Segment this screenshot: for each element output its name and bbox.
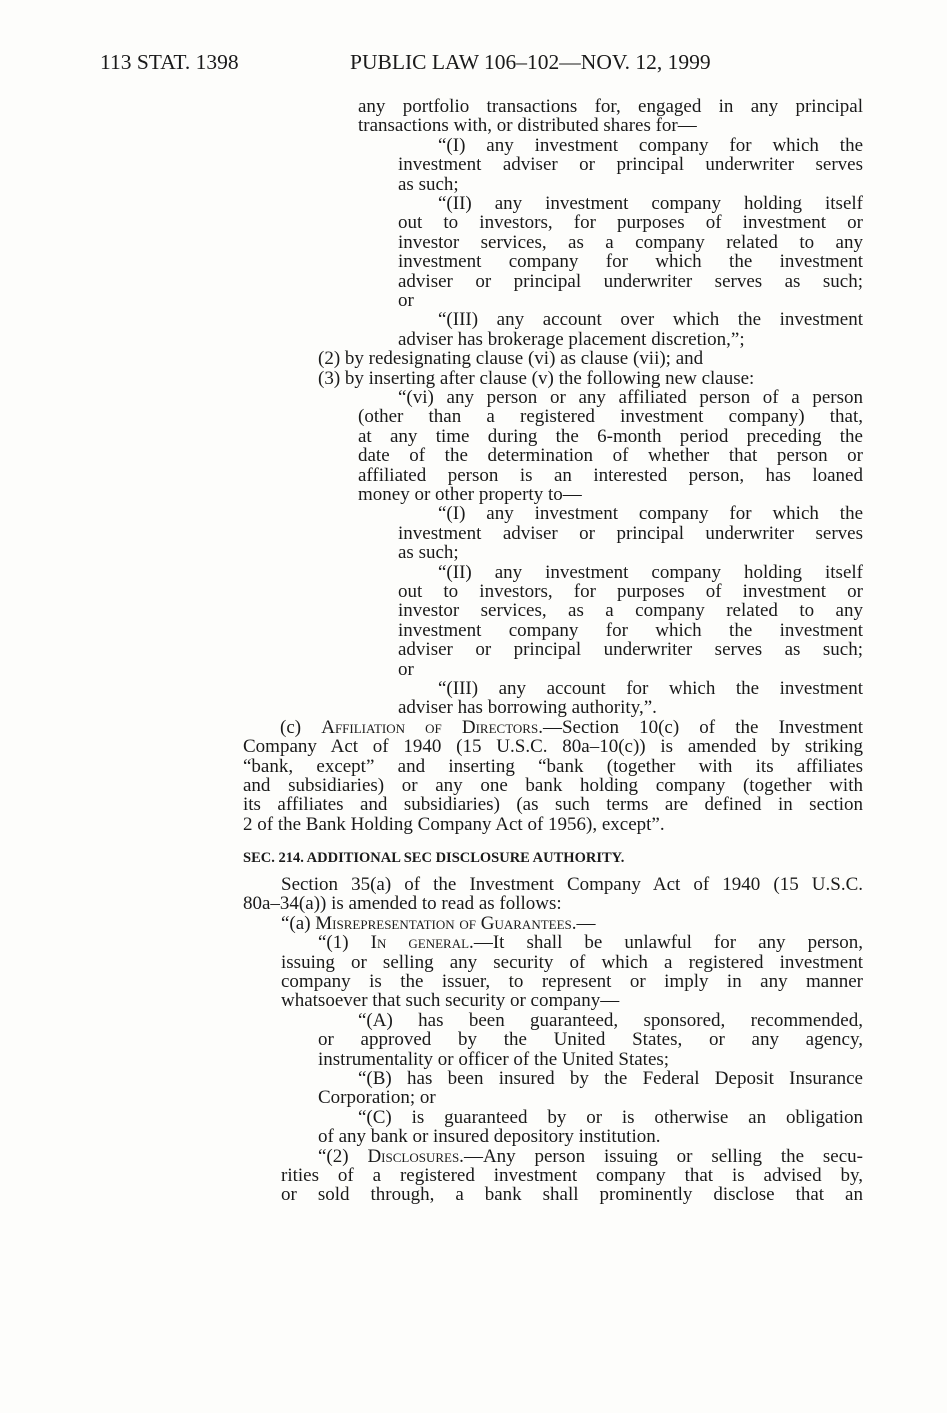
- text-line: “bank, except” and inserting “bank (together with its affiliates: [243, 755, 863, 777]
- text-line: adviser or principal underwriter serves as such;: [398, 270, 863, 292]
- small-caps-heading: Affiliation of Directors.: [321, 716, 543, 738]
- text-line: rities of a registered investment company that is advised by,: [281, 1165, 863, 1186]
- small-caps-heading: In general.: [370, 932, 474, 954]
- text-line: adviser has brokerage placement discretion,”;: [398, 328, 745, 350]
- text-line: Section 35(a) of the Investment Company Act of 1940 (15 U.S.C.: [281, 874, 863, 895]
- text-line: and subsidiaries) or any one bank holding company (together with: [243, 775, 863, 796]
- text-line: “(A) has been guaranteed, sponsored, recommended,: [358, 1009, 863, 1031]
- statute-page-number: 113 STAT. 1398: [100, 50, 239, 74]
- text-line: Company Act of 1940 (15 U.S.C. 80a–10(c)) is amended by striking: [243, 736, 863, 758]
- text-line: investor services, as a company related to any: [398, 600, 863, 622]
- text-line: its affiliates and subsidiaries) (as such terms are defined in section: [243, 794, 863, 816]
- text-line: any portfolio transactions for, engaged in any principal: [358, 96, 863, 117]
- text-line: affiliated person is an interested person, has loaned: [358, 464, 863, 486]
- text-line: as such;: [398, 542, 459, 564]
- text-line: [318, 933, 863, 953]
- public-law-title: PUBLIC LAW 106–102—NOV. 12, 1999: [350, 50, 711, 74]
- text-line: “(III) any account for which the investment: [438, 678, 863, 699]
- text-line: or sold through, a bank shall prominently disclose that an: [281, 1184, 863, 1206]
- text-line: “(III) any account over which the investment: [438, 309, 863, 331]
- text-line: [318, 1147, 863, 1167]
- text-line: “(vi) any person or any affiliated person of a person: [398, 387, 863, 408]
- text-line: at any time during the 6-month period preceding the: [358, 425, 863, 447]
- text-line: 80a–34(a)) is amended to read as follows:: [243, 893, 562, 915]
- text-span: —Any person issuing or selling the secu-: [463, 1145, 863, 1167]
- text-line: out to investors, for purposes of investment or: [398, 581, 863, 602]
- text-line: “(II) any investment company holding itself: [438, 193, 863, 214]
- text-line: investor services, as a company related to any: [398, 231, 863, 253]
- text-span: —It shall be unlawful for any person,: [473, 932, 864, 954]
- text-line: [281, 914, 863, 934]
- text-line: adviser has borrowing authority,”.: [398, 697, 657, 719]
- text-line: investment adviser or principal underwriter serves: [398, 522, 863, 544]
- text-line: date of the determination of whether that person or: [358, 445, 863, 467]
- text-span: (c): [280, 716, 322, 738]
- text-line: (other than a registered investment company) that,: [358, 406, 863, 428]
- text-line: investment adviser or principal underwriter serves: [398, 154, 863, 176]
- text-span: “(1): [318, 932, 371, 954]
- text-line: 2 of the Bank Holding Company Act of 1956), except”.: [243, 813, 665, 835]
- text-line: “(B) has been insured by the Federal Deposit Insurance: [358, 1068, 863, 1089]
- text-line: “(C) is guaranteed by or is otherwise an obligation: [358, 1106, 863, 1128]
- text-span: —: [576, 912, 596, 934]
- text-line: instrumentality or officer of the United States;: [318, 1048, 670, 1070]
- text-span: —Section 10(c) of the Investment: [542, 716, 863, 738]
- text-line: “(I) any investment company for which the: [438, 503, 863, 525]
- small-caps-heading: Misrepresentation of Guarantees.: [315, 912, 577, 934]
- section-heading: SEC. 214. ADDITIONAL SEC DISCLOSURE AUTHORITY.: [243, 850, 625, 866]
- text-line: of any bank or insured depository institution.: [318, 1126, 661, 1148]
- running-header: [100, 50, 860, 78]
- text-line: adviser or principal underwriter serves as such;: [398, 639, 863, 661]
- text-line: as such;: [398, 173, 459, 195]
- text-line: or: [398, 658, 414, 680]
- text-span: “(2): [318, 1145, 368, 1167]
- text-line: whatsoever that such security or company—: [281, 990, 620, 1012]
- text-line: (2) by redesignating clause (vi) as clause (vii); and: [318, 348, 704, 370]
- text-line: or approved by the United States, or any agency,: [318, 1029, 863, 1051]
- text-line: investment company for which the investment: [398, 251, 863, 273]
- text-span: “(a): [281, 912, 316, 934]
- text-line: money or other property to—: [358, 484, 582, 505]
- text-line: or: [398, 290, 414, 311]
- text-line: transactions with, or distributed shares for—: [358, 115, 697, 137]
- text-line: Corporation; or: [318, 1087, 436, 1109]
- text-line: [280, 718, 863, 738]
- small-caps-heading: Disclosures.: [367, 1145, 464, 1167]
- text-line: (3) by inserting after clause (v) the following new clause:: [318, 367, 755, 389]
- text-line: investment company for which the investment: [398, 619, 863, 641]
- text-line: “(I) any investment company for which the: [438, 134, 863, 156]
- text-line: company is the issuer, to represent or imply in any manner: [281, 971, 863, 992]
- text-line: “(II) any investment company holding itself: [438, 561, 863, 583]
- text-line: issuing or selling any security of which a registered investment: [281, 951, 863, 973]
- text-line: out to investors, for purposes of investment or: [398, 212, 863, 234]
